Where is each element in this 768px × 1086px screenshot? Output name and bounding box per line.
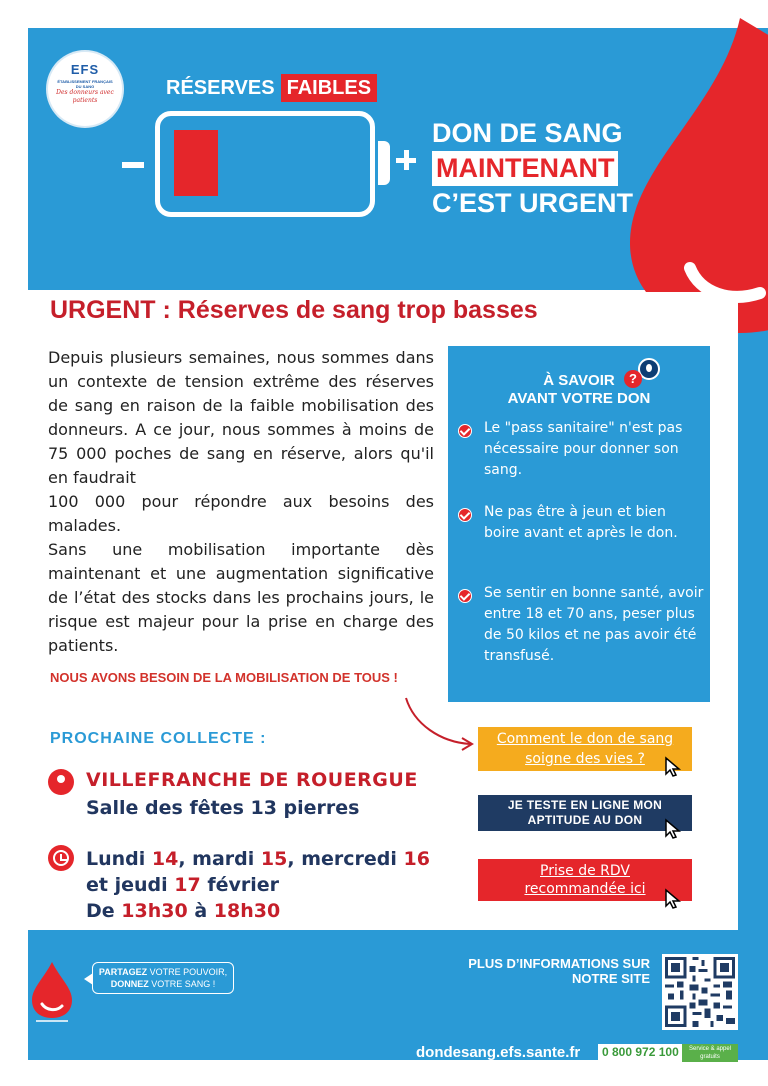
partagez-strong: PARTAGEZ (98, 967, 148, 977)
date-number: 17 (174, 874, 201, 896)
pointer-cursor-icon (664, 756, 682, 778)
info-bullet-text: Ne pas être à jeun et bien boire avant et après le don. (484, 504, 678, 541)
blood-drop-icon (30, 960, 74, 1022)
checkmark-icon (458, 589, 472, 603)
pointer-cursor-icon (664, 888, 682, 910)
partagez-bubble (92, 962, 234, 994)
comment-don-label: Comment le don de sang soigne des vies ? (496, 731, 674, 767)
plus-info-line-2: NOTRE SITE (571, 971, 650, 986)
mobilisation-callout: NOUS AVONS BESOIN DE LA MOBILISATION DE TOUS ! (50, 670, 398, 685)
clock-icon (48, 845, 74, 871)
urgent-slogan (432, 116, 644, 221)
website-link[interactable]: dondesang.efs.sante.fr (416, 1044, 581, 1061)
checkmark-icon (458, 508, 472, 522)
hours-number: 18h30 (213, 900, 281, 922)
body-para-1: Depuis plusieurs semaines, nous sommes dans un contexte de tension extrême des réserves de sang en raison de la faible mobilisation des donneurs. A ce jour, nous sommes à moins de 75 000 poches de sang en réserve, alors qu'il en faudrait (48, 348, 434, 487)
arrow-icon (400, 694, 480, 754)
checkmark-icon (458, 424, 472, 438)
headline: URGENT : Réserves de sang trop basses (50, 296, 538, 324)
battery-tip (378, 141, 390, 185)
info-box (448, 346, 710, 702)
partagez-text: VOTRE POUVOIR, (147, 967, 228, 977)
slogan-line-3: C’EST URGENT (432, 188, 634, 218)
hours-number: 13h30 (121, 900, 188, 922)
date-text: Lundi (86, 848, 152, 870)
comment-don-button[interactable] (478, 727, 692, 771)
info-title-line-1: À SAVOIR (543, 372, 615, 389)
location-pin-icon (48, 769, 74, 795)
donnez-text: VOTRE SANG ! (148, 979, 216, 989)
reserves-label: RÉSERVES (166, 76, 275, 99)
date-text: et jeudi (86, 874, 175, 896)
test-aptitude-line-2: APTITUDE AU DON (527, 813, 643, 827)
qr-code-icon[interactable] (662, 954, 738, 1030)
reserves-faibles (166, 74, 377, 102)
efs-logo (48, 52, 122, 126)
prise-rdv-line-2: recommandée ici (524, 881, 646, 897)
collecte-place: Salle des fêtes 13 pierres (86, 797, 360, 819)
date-number: 16 (403, 848, 430, 870)
plus-info-line-1: PLUS D’INFORMATIONS SUR (468, 956, 650, 971)
hours-text: De (86, 900, 122, 922)
plus-sign (396, 150, 416, 170)
slogan-line-1: DON DE SANG (432, 118, 623, 148)
date-number: 14 (151, 848, 179, 870)
phone-tag-line-1: Service & appel (688, 1046, 732, 1052)
logo-name: EFS (70, 62, 100, 77)
donnez-strong: DONNEZ (110, 979, 149, 989)
info-bullet-text: Se sentir en bonne santé, avoir entre 18 et 70 ans, peser plus de 50 kilos et ne pas avoir été transfusé. (484, 585, 704, 664)
phone-tag-line-2: gratuits (700, 1054, 720, 1060)
collecte-city: VILLEFRANCHE DE ROUERGUE (86, 769, 418, 791)
body-para-3: Sans une mobilisation importante dès maintenant et une augmentation significative de l’état des stocks dans les prochains jours, le risque est majeur pour la prise en charge des patients. (48, 540, 434, 655)
info-title (448, 372, 710, 408)
footer-band (28, 930, 768, 1060)
test-aptitude-button[interactable] (478, 795, 692, 831)
minus-sign (122, 162, 144, 168)
prochaine-collecte-label: PROCHAINE COLLECTE : (50, 730, 267, 747)
date-text: février (200, 874, 279, 896)
body-text (48, 346, 434, 658)
date-text: , mercredi (287, 848, 404, 870)
battery-low-level (174, 130, 218, 196)
info-bullet-text: Le "pass sanitaire" n'est pas nécessaire pour donner son sang. (484, 420, 683, 478)
plus-informations (414, 956, 650, 986)
pointer-cursor-icon (664, 818, 682, 840)
phone-badge (598, 1044, 738, 1062)
slogan-line-2: MAINTENANT (432, 151, 618, 186)
battery-icon (155, 111, 375, 217)
test-aptitude-line-1: JE TESTE EN LIGNE MON (507, 798, 663, 812)
info-title-line-2: AVANT VOTRE DON (507, 390, 651, 407)
phone-number[interactable]: 0 800 972 100 (602, 1045, 679, 1059)
body-para-2: 100 000 pour répondre aux besoins des malades. (48, 492, 434, 535)
date-number: 15 (260, 848, 288, 870)
prise-rdv-button[interactable] (478, 859, 692, 901)
collecte-dates (86, 846, 466, 924)
phone-tag (682, 1044, 738, 1062)
logo-subtitle: ÉTABLISSEMENT FRANÇAIS DU SANG (57, 79, 113, 89)
hours-text: à (187, 900, 214, 922)
prise-rdv-line-1: Prise de RDV (540, 863, 630, 879)
question-icon: ? (624, 370, 642, 388)
date-text: , mardi (178, 848, 261, 870)
logo-tagline: Des donneurs avec patients (56, 89, 114, 104)
faibles-label: FAIBLES (281, 74, 377, 102)
